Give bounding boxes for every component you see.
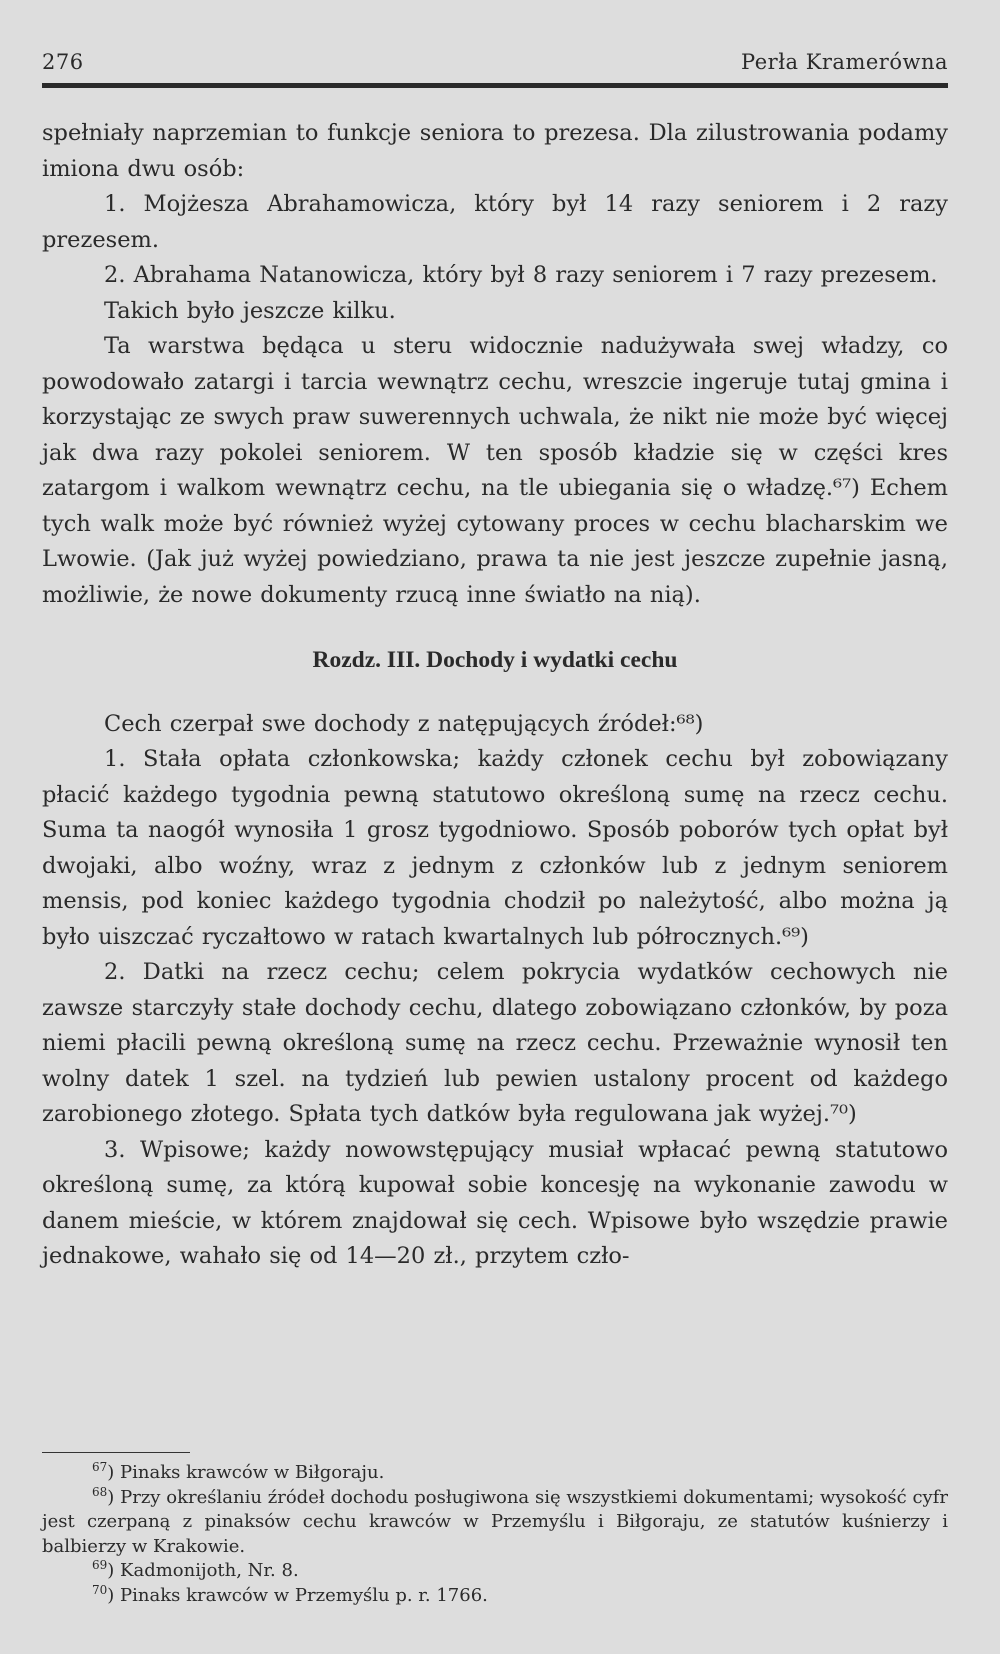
footnote: $^{69}$) Kadmonijoth, Nr. 8. [92,1558,299,1581]
book-page [42,0,948,1654]
page-number: 276 [42,50,84,74]
main-text [42,116,948,1275]
paragraph: Cech czerpał swe dochody z natępujących źródeł:⁶⁸) [104,710,704,737]
footnote: $^{68}$) Przy określaniu źródeł dochodu posługiwona się wszystkiemi dokumentami; wysokość cyfr jest czerpaną z pinaksów cechu krawców w Przemyślu i Biłgoraju, ze statutów kuśnierzy i balbierzy w Krakowie. [42,1484,948,1557]
footnotes [42,1461,948,1608]
footnote-mark: 67 [92,1460,108,1474]
paragraph: 3. Wpisowe; każdy nowowstępujący musiał wpłacać pewną statutowo określoną sumę, za którą kupował sobie koncesję na wykonanie zawodu w danem mieście, w którem znajdował się cech. Wpisowe było wszędzie prawie jednakowe, wahało się od 14—20 zł., przytem czło- [42,1136,948,1269]
footnote: $^{67}$) Pinaks krawców w Biłgoraju. [92,1460,385,1483]
section-heading: Rozdz. III. Dochody i wydatki cechu [312,647,678,673]
footnote-mark: 69 [92,1558,108,1572]
footnote-mark: 70 [92,1582,108,1597]
paragraph: 1. Stała opłata członkowska; każdy członek cechu był zobowiązany płacić każdego tygodnia pewną statutowo określoną sumę na rzecz cechu. Suma ta naogół wynosiła 1 grosz tygodniowo. Sposób poborów tych opłat był dwojaki, albo woźny, wraz z jednym z członków lub z jednym seniorem mensis, pod koniec każdego tygodnia chodził po należytość, albo można ją było uiszczać ryczałtowo w ratach kwartalnych lub półrocznych.⁶⁹) [42,746,948,950]
footnote-text: Kadmonijoth, Nr. 8. [120,1560,299,1581]
running-title: Perła Kramerówna [741,50,948,74]
footnote: $^{70}$) Pinaks krawców w Przemyślu p. r. 1766. [92,1582,488,1606]
footnote-text: Pinaks krawców w Biłgoraju. [120,1462,385,1483]
footnote-text: Pinaks krawców w Przemyślu p. r. 1766. [120,1584,488,1606]
paragraph: 1. Mojżesza Abrahamowicza, który był 14 razy seniorem i 2 razy prezesem. [42,191,948,253]
footnote-mark: 68 [92,1484,108,1499]
paragraph: Ta warstwa będąca u steru widocznie nadużywała swej władzy, co powodowało zatargi i tarcia wewnątrz cechu, wreszcie ingeruje tutaj gmina i korzystając ze swych praw suwerennych uchwala, że nikt nie może być więcej jak dwa razy pokolei seniorem. W ten sposób kładzie się w części kres zatargom i walkom wewnątrz cechu, na tle ubiegania się o władzę.⁶⁷) Echem tych walk może być również wyżej cytowany proces w cechu blacharskim we Lwowie. (Jak już wyżej powiedziano, prawa ta nie jest jeszcze zupełnie jasną, możliwie, że nowe dokumenty rzucą inne światło na nią). [42,333,948,608]
header-rule [42,83,948,88]
paragraph: Takich było jeszcze kilku. [104,297,396,324]
paragraph: 2. Datki na rzecz cechu; celem pokrycia wydatków cechowych nie zawsze starczyły stałe dochody cechu, dlatego zobowiązano członków, by poza niemi płacili pewną określoną sumę na rzecz cechu. Przeważnie wynosił ten wolny datek 1 szel. na tydzień lub pewien ustalony procent od każdego zarobionego złotego. Spłata tych datków była regulowana jak wyżej.⁷⁰) [42,959,948,1127]
footnote-rule [42,1452,190,1453]
page-header [42,50,948,80]
footnote-text: Przy określaniu źródeł dochodu posługiwona się wszystkiemi dokumentami; wysokość cyfr jest czerpaną z pinaksów cechu krawców w Przemyślu i Biłgoraju, ze statutów kuśnierzy i balbierzy w Krakowie. [42,1486,948,1557]
paragraph: spełniały naprzemian to funkcje seniora to prezesa. Dla zilustrowania podamy imiona dwu osób: [42,120,948,182]
paragraph: 2. Abrahama Natanowicza, który był 8 razy seniorem i 7 razy prezesem. [104,262,938,288]
